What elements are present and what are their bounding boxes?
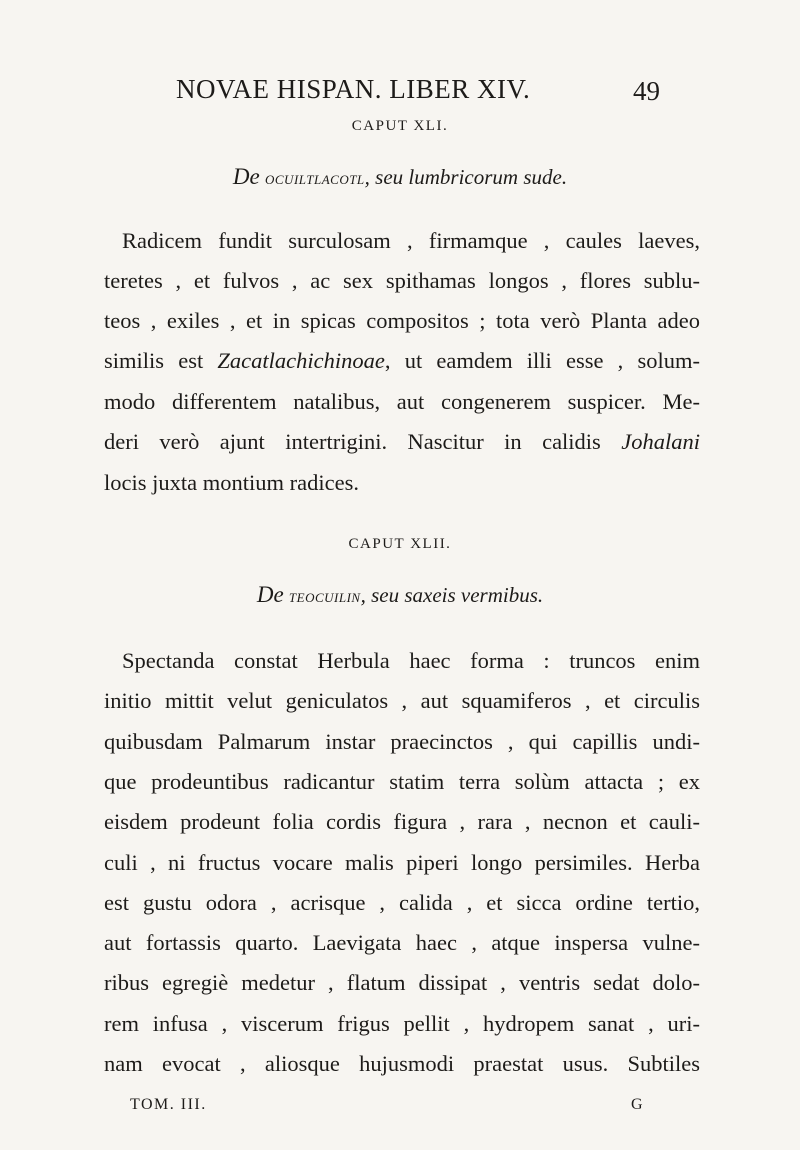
- paragraph-line: nam evocat , aliosque hujusmodi praestat usus. Subtiles: [104, 1051, 700, 1076]
- page-number: 49: [633, 76, 660, 106]
- running-head: [0, 74, 800, 114]
- paragraph-line: quibusdam Palmarum instar praecinctos , qui capillis undi-: [104, 729, 700, 754]
- line-text: deri verò ajunt intertrigini. Nascitur in calidis: [104, 429, 622, 454]
- paragraph-line: teos , exiles , et in spicas compositos ; tota verò Planta adeo: [104, 308, 700, 333]
- paragraph-line: modo differentem natalibus, aut congenerem suspicer. Me-: [104, 389, 700, 414]
- chapter-42-heading: [0, 582, 800, 608]
- running-head-title: NOVAE HISPAN. LIBER XIV.: [176, 74, 531, 104]
- paragraph-line: teretes , et fulvos , ac sex spithamas longos , flores sublu-: [104, 268, 700, 293]
- paragraph-line: Spectanda constat Herbula haec forma : truncos enim: [122, 648, 700, 673]
- volume-mark: TOM. III.: [130, 1096, 207, 1113]
- paragraph-line: culi , ni fructus vocare malis piperi longo persimiles. Herba: [104, 850, 700, 875]
- heading-plant-name: ocuiltlacotl: [265, 168, 365, 188]
- paragraph-line: eisdem prodeunt folia cordis figura , rara , necnon et cauli-: [104, 809, 700, 834]
- heading-de: De: [256, 582, 284, 607]
- heading-rest: , seu saxeis vermibus.: [360, 583, 544, 607]
- chapter-41-heading: [0, 164, 800, 190]
- paragraph-line: aut fortassis quarto. Laevigata haec , atque inspersa vulne-: [104, 930, 700, 955]
- chapter-41-number: CAPUT XLI.: [351, 118, 449, 134]
- signature-mark: G: [631, 1096, 645, 1113]
- paragraph-line: que prodeuntibus radicantur statim terra solùm attacta ; ex: [104, 769, 700, 794]
- paragraph-line: est gustu odora , acrisque , calida , et sicca ordine tertio,: [104, 890, 700, 915]
- paragraph-line: locis juxta montium radices.: [104, 470, 359, 495]
- paragraph-line: ribus egregiè medetur , flatum dissipat , ventris sedat dolo-: [104, 970, 700, 995]
- paragraph-line: initio mittit velut geniculatos , aut squamiferos , et circulis: [104, 688, 700, 713]
- line-text: similis est: [104, 348, 218, 373]
- line-text: , ut eamdem illi esse , solum-: [384, 348, 700, 373]
- plant-name-italic: Zacatlachichinoae: [217, 348, 385, 373]
- page-footer: [0, 1096, 800, 1126]
- heading-rest: , seu lumbricorum sude.: [364, 165, 568, 189]
- place-name-italic: Johalani: [621, 429, 700, 454]
- chapter-42-number: CAPUT XLII.: [348, 536, 452, 552]
- paragraph-line: [104, 429, 700, 455]
- paragraph-line: [104, 348, 700, 374]
- paragraph-line: rem infusa , viscerum frigus pellit , hydropem sanat , uri-: [104, 1011, 700, 1036]
- paragraph-line: Radicem fundit surculosam , firmamque , caules laeves,: [122, 228, 700, 253]
- heading-de: De: [232, 164, 260, 189]
- heading-plant-name: teocuilin: [288, 586, 361, 606]
